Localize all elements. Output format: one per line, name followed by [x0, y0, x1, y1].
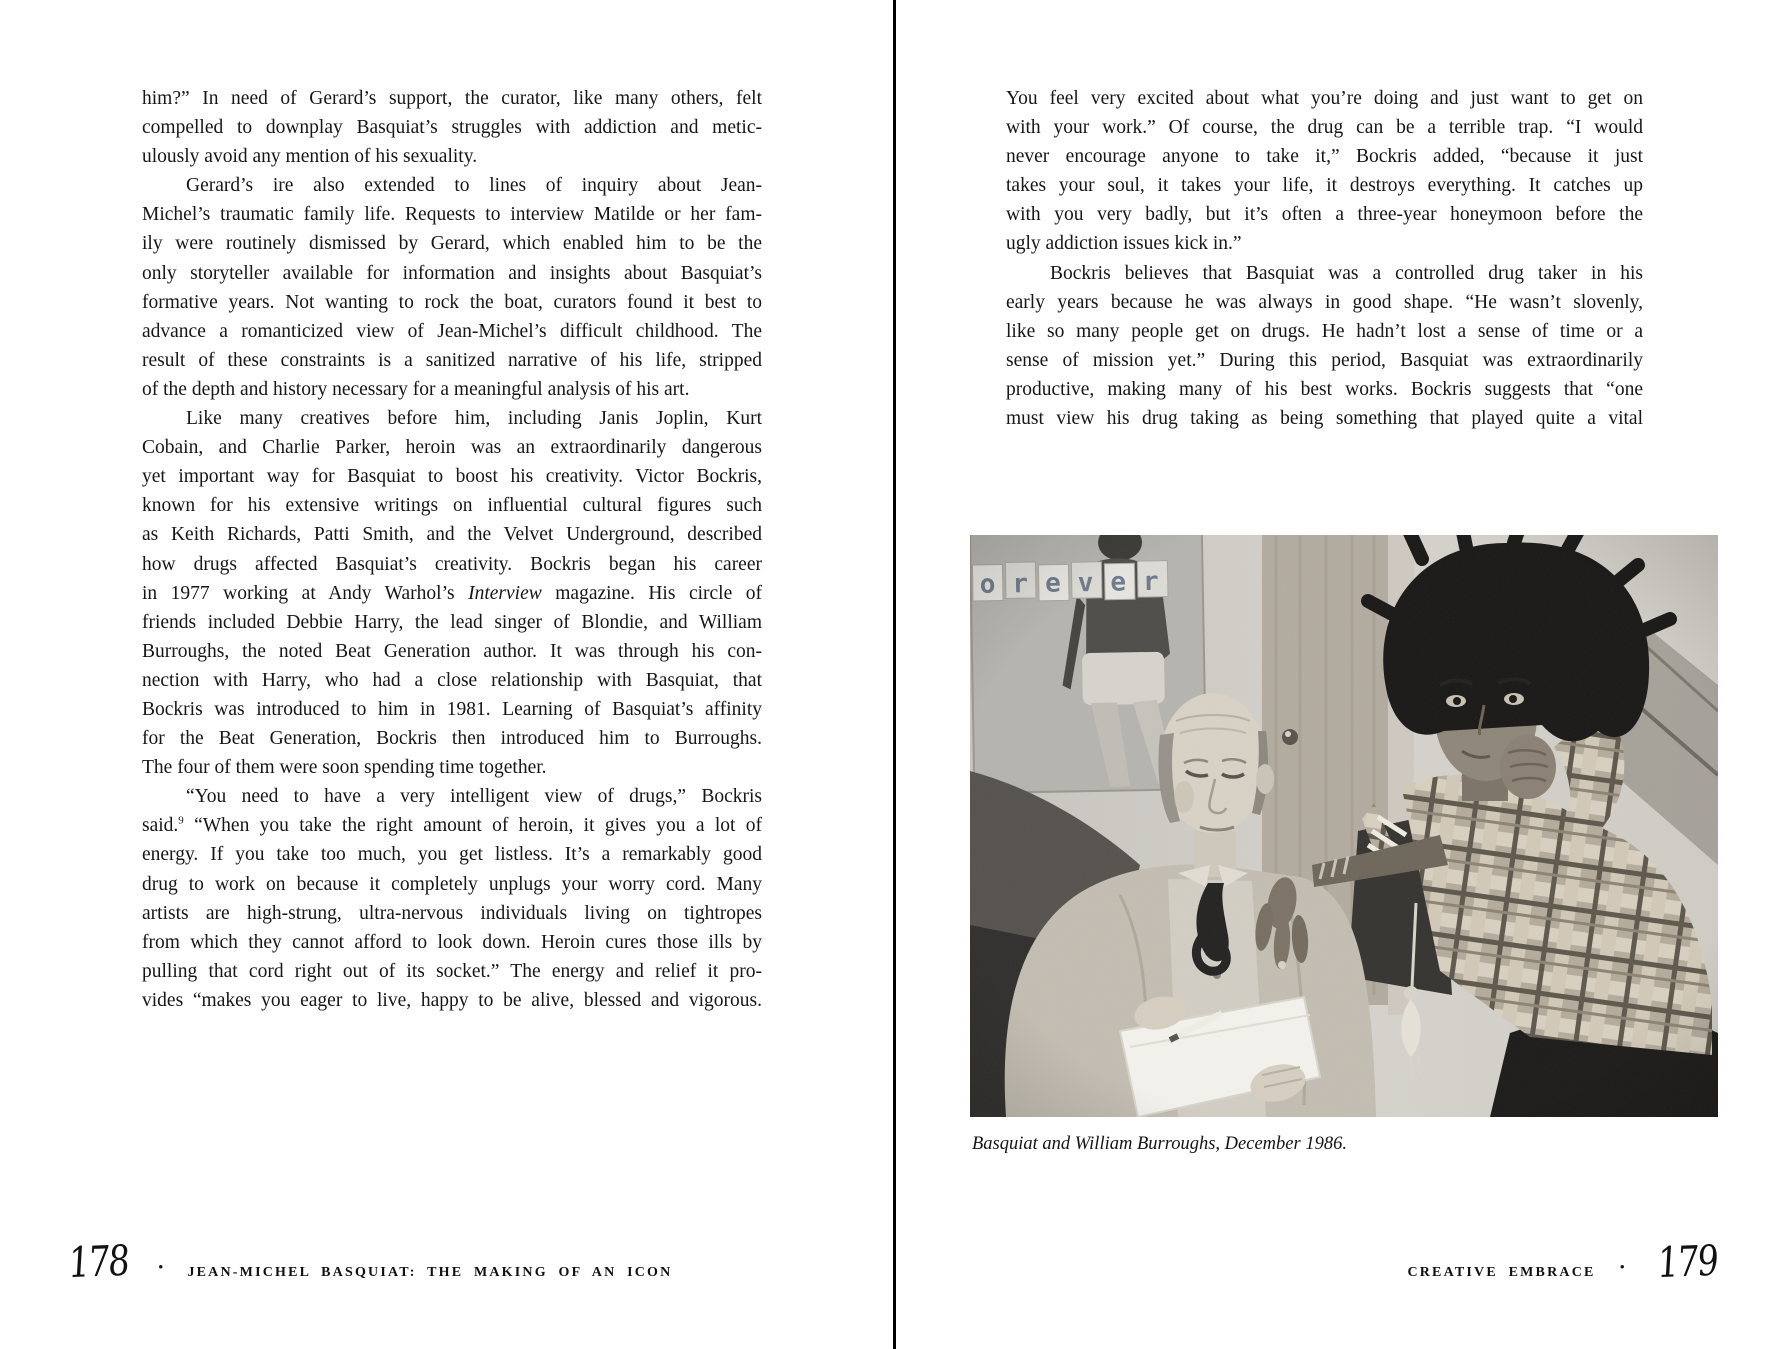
- text-line: from which they cannot afford to look down. Heroin cures those ills by: [142, 931, 762, 953]
- text-line: like so many people get on drugs. He hadn’t lost a sense of time or a: [1006, 320, 1643, 342]
- text-line: yet important way for Basquiat to boost his creativity. Victor Bockris,: [142, 466, 762, 488]
- photo-basquiat-burroughs: [970, 535, 1718, 1117]
- text-line: result of these constraints is a sanitized narrative of his life, stripped: [142, 349, 762, 371]
- text-line: “You need to have a very intelligent view of drugs,” Bockris: [186, 786, 762, 808]
- text-line: advance a romanticized view of Jean-Michel’s difficult childhood. The: [142, 320, 762, 342]
- photo-caption: Basquiat and William Burroughs, December 1986.: [972, 1134, 1347, 1154]
- text-line: him?” In need of Gerard’s support, the curator, like many others, felt: [142, 88, 762, 109]
- text-line: artists are high-strung, ultra-nervous individuals living on tightropes: [142, 902, 762, 924]
- page-divider: [893, 0, 896, 1349]
- left-page-body-text: [142, 84, 762, 1015]
- text-line: Cobain, and Charlie Parker, heroin was an extraordinarily dangerous: [142, 437, 762, 459]
- text-line: vides “makes you eager to live, happy to be alive, blessed and vigorous.: [142, 989, 762, 1011]
- text-line: with your work.” Of course, the drug can be a terrible trap. “I would: [1006, 117, 1643, 139]
- text-line: energy. If you take too much, you get listless. It’s a remarkably good: [142, 844, 762, 866]
- text-line: drug to work on because it completely unplugs your worry cord. Many: [142, 873, 762, 895]
- text-line: early years because he was always in good shape. “He wasn’t slovenly,: [1006, 291, 1643, 313]
- text-line: Burroughs, the noted Beat Generation author. It was through his con-: [142, 640, 762, 662]
- text-line: Bockris was introduced to him in 1981. Learning of Basquiat’s affinity: [142, 698, 762, 720]
- running-head-right: CREATIVE EMBRACE: [1407, 1265, 1596, 1280]
- footer-bullet-right: •: [1619, 1260, 1625, 1276]
- text-line: known for his extensive writings on influential cultural figures such: [142, 495, 762, 517]
- text-line: how drugs affected Basquiat’s creativity. Bockris began his career: [142, 553, 762, 575]
- left-page-footer: [60, 1235, 673, 1288]
- text-line: takes your soul, it takes your life, it destroys everything. It catches up: [1006, 175, 1643, 197]
- text-line: of the depth and history necessary for a meaningful analysis of his art.: [142, 378, 690, 400]
- page-number-left: 178: [67, 1235, 130, 1288]
- text-line: said.$^9$ “When you take the right amount of heroin, it gives you a lot of: [142, 814, 762, 837]
- text-line: must view his drug taking as being something that played quite a vital: [1006, 408, 1643, 430]
- text-line: nection with Harry, who had a close relationship with Basquiat, that: [142, 669, 762, 691]
- text-line: only storyteller available for information and insights about Basquiat’s: [142, 262, 762, 284]
- page-number-right: 179: [1656, 1235, 1719, 1288]
- text-line: Michel’s traumatic family life. Requests to interview Matilde or her fam-: [142, 204, 762, 226]
- text-line: pulling that cord right out of its socket.” The energy and relief it pro-: [142, 960, 762, 982]
- text-line: as Keith Richards, Patti Smith, and the Velvet Underground, described: [142, 524, 762, 546]
- text-line: for the Beat Generation, Bockris then introduced him to Burroughs.: [142, 728, 762, 750]
- text-line: sense of mission yet.” During this period, Basquiat was extraordinarily: [1006, 349, 1643, 371]
- text-line: The four of them were soon spending time together.: [142, 757, 547, 779]
- running-head-left: JEAN-MICHEL BASQUIAT: THE MAKING OF AN ICON: [187, 1265, 673, 1280]
- text-line: compelled to downplay Basquiat’s struggles with addiction and metic-: [142, 117, 762, 139]
- photo-illustration: [970, 535, 1718, 1117]
- text-line: productive, making many of his best works. Bockris suggests that “one: [1006, 378, 1643, 400]
- text-line: Bockris believes that Basquiat was a controlled drug taker in his: [1050, 262, 1643, 284]
- text-line: ugly addiction issues kick in.”: [1006, 233, 1242, 255]
- text-line: with you very badly, but it’s often a three-year honeymoon before the: [1006, 204, 1643, 226]
- text-line: never encourage anyone to take it,” Bockris added, “because it just: [1006, 146, 1643, 168]
- text-line: You feel very excited about what you’re doing and just want to get on: [1006, 88, 1643, 109]
- right-page-body-text: [1006, 84, 1643, 433]
- footer-bullet-left: •: [158, 1260, 164, 1276]
- text-line: ily were routinely dismissed by Gerard, which enabled him to be the: [142, 233, 762, 255]
- text-line: Like many creatives before him, including Janis Joplin, Kurt: [186, 408, 762, 430]
- right-page-footer: [1407, 1235, 1723, 1288]
- text-line: friends included Debbie Harry, the lead singer of Blondie, and William: [142, 611, 762, 633]
- text-line: Gerard’s ire also extended to lines of inquiry about Jean-: [186, 175, 762, 197]
- text-line: ulously avoid any mention of his sexuality.: [142, 146, 478, 168]
- text-line: formative years. Not wanting to rock the boat, curators found it best to: [142, 291, 762, 313]
- photo-grain: [970, 535, 1718, 1117]
- text-line: in 1977 working at Andy Warhol’s Interview magazine. His circle of: [142, 582, 762, 604]
